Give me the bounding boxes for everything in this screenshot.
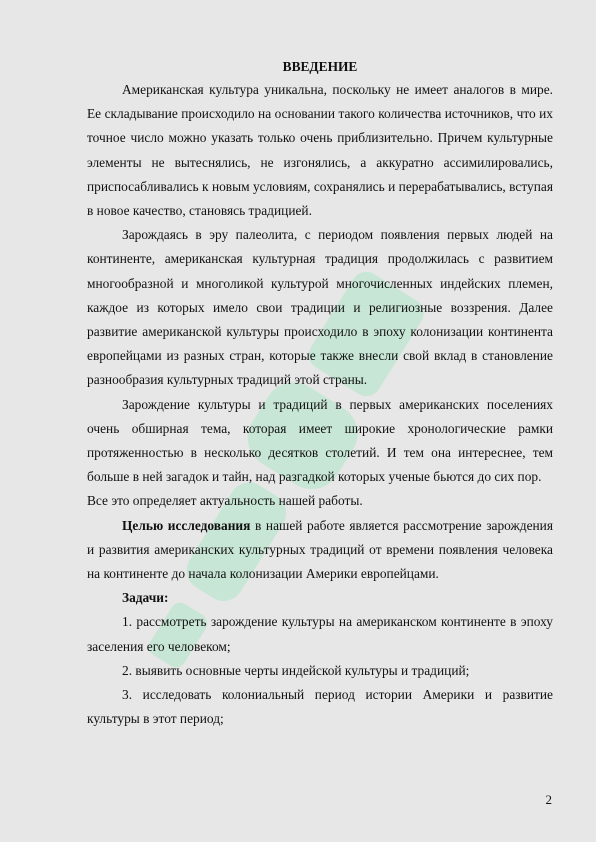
document-body bbox=[87, 56, 553, 731]
paragraph-relevance: Все это определяет актуальность нашей работы. bbox=[87, 493, 363, 509]
task-item: 3. исследовать колониальный период истории Америки и развитие культуры в этот период; bbox=[87, 687, 553, 727]
paragraph-intro: Американская культура уникальна, поскольку не имеет аналогов в мире. Ее складывание происходило на основании такого количества источников, что их точное число можно указать только очень приблизительно. Причем культурные элементы не вытеснялись, не изгонялись, а аккуратно ассимилировались, приспосабливались к новым условиям, сохранялись и перерабатывались, вступая в новое качество, становясь традицией. bbox=[87, 82, 553, 219]
paragraph-topic: Зарождение культуры и традиций в первых американских поселениях очень обширная тема, которая имеет широкие хронологические рамки протяженностью в несколько десятков столетий. И тем она интереснее, тем больше в ней загадок и тайн, над разгадкой которых ученые бьются до сих пор. bbox=[87, 396, 553, 485]
page-title: ВВЕДЕНИЕ bbox=[282, 59, 358, 74]
tasks-heading: Задачи: bbox=[122, 590, 169, 606]
goal-text: в нашей работе является рассмотрение зарождения и развития американских культурных традиций от времени появления человека на континенте до начала колонизации Америки европейцами. bbox=[87, 517, 554, 582]
goal-label: Целью исследования bbox=[122, 517, 251, 533]
paragraph-goal bbox=[87, 514, 553, 587]
task-item: 2. выявить основные черты индейской культуры и традиций; bbox=[122, 662, 470, 678]
paragraph-history: Зарождаясь в эру палеолита, с периодом появления первых людей на континенте, американская культурная традиция продолжилась с развитием многообразной и многоликой культурой многочисленных индейских племен, каждое из которых имело свои традиции и религиозные воззрения. Далее развитие американской культуры происходило в эпоху колонизации континента европейцами из разных стран, которые также внесли свой вклад в становление разнообразия культурных традиций этой страны. bbox=[87, 227, 553, 388]
page-number: 2 bbox=[545, 792, 552, 807]
task-item: 1. рассмотреть зарождение культуры на американском континенте в эпоху заселения его человеком; bbox=[87, 614, 553, 654]
